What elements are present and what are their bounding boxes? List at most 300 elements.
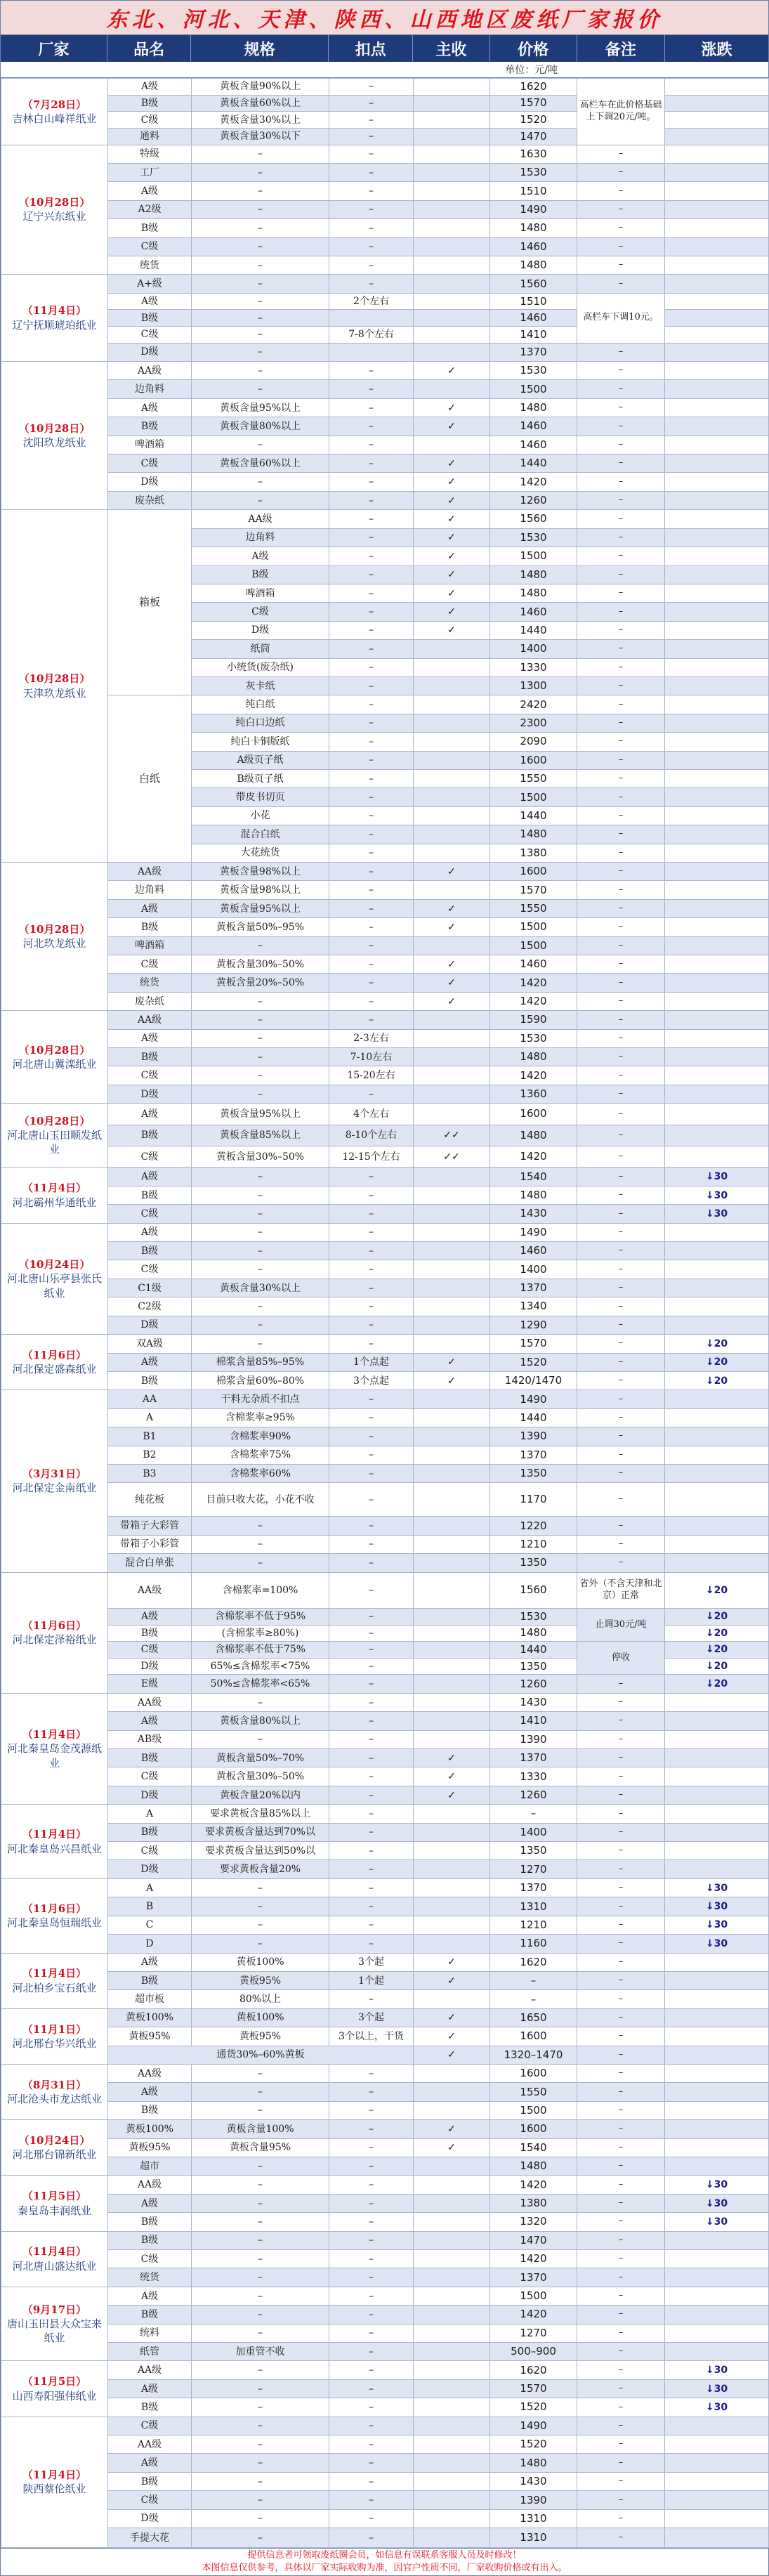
price-cell: 1300 bbox=[490, 676, 577, 695]
main-purchase-mark bbox=[414, 1642, 490, 1659]
factory-cell bbox=[1, 510, 108, 863]
spec-cell: (含棉浆率≥80%) bbox=[192, 1625, 329, 1642]
price-cell: 1430 bbox=[490, 2472, 577, 2490]
change-cell bbox=[665, 528, 769, 547]
product-name: AA级 bbox=[108, 863, 192, 881]
change-cell bbox=[665, 2472, 769, 2490]
price-cell: 1460 bbox=[490, 1242, 577, 1260]
factory-date: （11月6日） bbox=[22, 1348, 87, 1361]
main-purchase-mark: ✓ bbox=[414, 899, 490, 917]
change-cell bbox=[665, 417, 769, 436]
price-cell: 1290 bbox=[490, 1316, 577, 1334]
product-name: 灰卡纸 bbox=[192, 676, 329, 695]
price-cell: 1550 bbox=[490, 769, 577, 787]
spec-cell: – bbox=[192, 2528, 329, 2548]
change-cell bbox=[665, 163, 769, 181]
spec-cell: 黄板95% bbox=[192, 2027, 329, 2046]
product-name: A级 bbox=[108, 1608, 192, 1625]
table-row bbox=[1, 1353, 769, 1371]
change-cell: ↓20 bbox=[665, 1625, 769, 1642]
product-name: 黄板95% bbox=[108, 2027, 192, 2046]
remark-cell: 高栏车在此价格基础上下调20元/吨。 bbox=[577, 79, 665, 145]
table-row bbox=[1, 1805, 769, 1823]
change-cell bbox=[665, 658, 769, 676]
price-cell: 1500 bbox=[490, 2287, 577, 2305]
change-cell bbox=[665, 182, 769, 200]
spec-cell: 加重管不收 bbox=[192, 2343, 329, 2361]
product-name: AA级 bbox=[108, 2436, 192, 2454]
product-name: 带箱子大彩管 bbox=[108, 1517, 192, 1535]
product-name: AB级 bbox=[108, 1730, 192, 1748]
header-main-purchase: 主收 bbox=[413, 35, 489, 62]
remark-cell: – bbox=[577, 1353, 665, 1371]
main-purchase-mark bbox=[414, 2379, 490, 2398]
deduction-cell: – bbox=[329, 1186, 414, 1204]
spec-cell: 含棉浆率不低于95% bbox=[192, 1608, 329, 1625]
price-cell: 1480 bbox=[490, 1625, 577, 1642]
remark-cell: – bbox=[577, 751, 665, 769]
factory-date: （10月28日） bbox=[18, 196, 91, 209]
price-cell: 1560 bbox=[490, 275, 577, 293]
table-row bbox=[1, 2324, 769, 2342]
change-cell bbox=[665, 844, 769, 862]
product-name: AA级 bbox=[108, 2064, 192, 2082]
main-purchase-mark: ✓ bbox=[414, 918, 490, 936]
deduction-cell: – bbox=[329, 1554, 414, 1572]
factory-cell bbox=[1, 1335, 108, 1390]
factory-date: （11月4日） bbox=[22, 1828, 87, 1841]
remark-cell: – bbox=[577, 2046, 665, 2064]
spec-cell: 黄板含量95%以上 bbox=[192, 1104, 329, 1125]
column-header-row bbox=[1, 35, 768, 62]
main-purchase-mark bbox=[414, 2176, 490, 2194]
change-cell bbox=[665, 621, 769, 639]
main-purchase-mark bbox=[414, 936, 490, 955]
deduction-cell: – bbox=[329, 2343, 414, 2361]
deduction-cell: – bbox=[329, 1205, 414, 1223]
price-cell: 1160 bbox=[490, 1935, 577, 1953]
change-cell bbox=[665, 2306, 769, 2324]
change-cell bbox=[665, 751, 769, 769]
price-cell: 1520 bbox=[490, 1353, 577, 1371]
deduction-cell: – bbox=[329, 182, 414, 200]
product-name: C级 bbox=[108, 237, 192, 256]
deduction-cell: – bbox=[329, 2101, 414, 2119]
main-purchase-mark bbox=[414, 237, 490, 256]
product-name: A级 bbox=[108, 79, 192, 96]
deduction-cell: 7-10左右 bbox=[329, 1048, 414, 1066]
remark-cell: – bbox=[577, 2287, 665, 2305]
table-row bbox=[1, 1446, 769, 1464]
deduction-cell: – bbox=[329, 2083, 414, 2101]
change-cell bbox=[665, 275, 769, 293]
price-cell: 1480 bbox=[490, 256, 577, 274]
factory-cell bbox=[1, 145, 108, 275]
product-name: 带箱子小彩管 bbox=[108, 1535, 192, 1553]
remark-cell: – bbox=[577, 1823, 665, 1841]
main-purchase-mark bbox=[414, 1535, 490, 1553]
price-cell: 1570 bbox=[490, 1335, 577, 1353]
main-purchase-mark bbox=[414, 1935, 490, 1953]
main-purchase-mark: ✓ bbox=[414, 491, 490, 509]
price-cell: 1480 bbox=[490, 825, 577, 844]
remark-cell: – bbox=[577, 1048, 665, 1066]
remark-cell: – bbox=[577, 788, 665, 806]
factory-cell bbox=[1, 1878, 108, 1953]
price-cell: 1350 bbox=[490, 1842, 577, 1860]
product-name: 黄板100% bbox=[108, 2008, 192, 2027]
table-row bbox=[1, 1554, 769, 1572]
price-cell: 1420 bbox=[490, 974, 577, 992]
table-row bbox=[1, 1897, 769, 1916]
table-row bbox=[1, 2287, 769, 2305]
product-name: 通货30%–60%黄板 bbox=[108, 2046, 414, 2064]
product-name: B级 bbox=[108, 2398, 192, 2417]
deduction-cell: – bbox=[329, 1572, 414, 1608]
remark-cell: – bbox=[577, 881, 665, 899]
remark-cell: – bbox=[577, 584, 665, 602]
deduction-cell: – bbox=[329, 2176, 414, 2194]
product-name: A级 bbox=[108, 899, 192, 917]
change-cell bbox=[665, 695, 769, 714]
main-purchase-mark bbox=[414, 219, 490, 237]
table-row bbox=[1, 2120, 769, 2138]
deduction-cell: – bbox=[329, 275, 414, 293]
product-name: 啤酒箱 bbox=[192, 584, 329, 602]
price-cell: 1400 bbox=[490, 1260, 577, 1279]
factory-name: 河北保定金南纸业 bbox=[12, 1482, 97, 1495]
table-row bbox=[1, 417, 769, 436]
factory-date: （11月4日） bbox=[22, 1967, 87, 1980]
main-purchase-mark bbox=[414, 1279, 490, 1297]
deduction-cell: – bbox=[329, 806, 414, 825]
main-purchase-mark: ✓ bbox=[414, 362, 490, 380]
deduction-cell: – bbox=[329, 2379, 414, 2398]
price-cell: 1410 bbox=[490, 327, 577, 344]
product-name: 特级 bbox=[108, 145, 192, 163]
factory-name: 河北玖龙纸业 bbox=[22, 937, 86, 950]
spec-cell: 黄板95% bbox=[192, 1971, 329, 1989]
spec-cell: 黄板含量30%以上 bbox=[192, 112, 329, 129]
price-cell: 1330 bbox=[490, 658, 577, 676]
change-cell: ↓20 bbox=[665, 1353, 769, 1371]
table-row bbox=[1, 2436, 769, 2454]
deduction-cell: – bbox=[329, 1786, 414, 1804]
deduction-cell: – bbox=[329, 2157, 414, 2175]
main-purchase-mark bbox=[414, 2268, 490, 2287]
remark-cell: – bbox=[577, 1535, 665, 1553]
table-row bbox=[1, 1953, 769, 1971]
deduction-cell: – bbox=[329, 1085, 414, 1103]
deduction-cell: – bbox=[329, 510, 414, 528]
deduction-cell: – bbox=[329, 1608, 414, 1625]
deduction-cell: – bbox=[329, 695, 414, 714]
factory-date: （10月28日） bbox=[18, 421, 91, 435]
deduction-cell: – bbox=[329, 2306, 414, 2324]
change-cell bbox=[665, 1953, 769, 1971]
table-row bbox=[1, 1186, 769, 1204]
deduction-cell: – bbox=[329, 955, 414, 974]
deduction-cell: – bbox=[329, 1916, 414, 1934]
change-cell bbox=[665, 881, 769, 899]
spec-cell: – bbox=[192, 2324, 329, 2342]
deduction-cell: – bbox=[329, 1297, 414, 1316]
factory-name: 河北邢台华兴纸业 bbox=[12, 2036, 97, 2050]
main-purchase-mark bbox=[414, 881, 490, 899]
table-row bbox=[1, 2194, 769, 2212]
deduction-cell: – bbox=[329, 844, 414, 862]
deduction-cell: – bbox=[329, 2231, 414, 2249]
main-purchase-mark bbox=[414, 695, 490, 714]
table-row bbox=[1, 200, 769, 218]
remark-cell: – bbox=[577, 2194, 665, 2212]
change-cell bbox=[665, 473, 769, 491]
spec-cell: – bbox=[192, 1029, 329, 1047]
remark-cell: – bbox=[577, 1125, 665, 1146]
price-cell: 1510 bbox=[490, 182, 577, 200]
spec-cell: – bbox=[192, 327, 329, 344]
change-cell bbox=[665, 2083, 769, 2101]
price-cell: 1330 bbox=[490, 1767, 577, 1786]
remark-cell: – bbox=[577, 992, 665, 1010]
price-cell: – bbox=[490, 1805, 577, 1823]
spec-cell: 要求黄板含量达到50%以 bbox=[192, 1842, 329, 1860]
remark-cell: – bbox=[577, 1712, 665, 1730]
spec-cell: – bbox=[192, 219, 329, 237]
product-name: 大花统货 bbox=[192, 844, 329, 862]
main-purchase-mark: ✓ bbox=[414, 1371, 490, 1390]
table-row bbox=[1, 510, 769, 528]
spec-cell: – bbox=[192, 436, 329, 454]
remark-cell: – bbox=[577, 2268, 665, 2287]
product-name: 啤酒箱 bbox=[108, 936, 192, 955]
price-cell: 1460 bbox=[490, 436, 577, 454]
change-cell bbox=[665, 1767, 769, 1786]
remark-cell: – bbox=[577, 1029, 665, 1047]
price-cell: 1310 bbox=[490, 1897, 577, 1916]
product-name: 混合白纸 bbox=[192, 825, 329, 844]
factory-name: 辽宁抚顺琥珀纸业 bbox=[12, 318, 97, 332]
deduction-cell: – bbox=[329, 256, 414, 274]
change-cell bbox=[665, 219, 769, 237]
main-purchase-mark bbox=[414, 658, 490, 676]
main-purchase-mark bbox=[414, 1897, 490, 1916]
main-purchase-mark bbox=[414, 2287, 490, 2305]
spec-cell: 含棉浆率75% bbox=[192, 1446, 329, 1464]
deduction-cell: 3个起 bbox=[329, 1953, 414, 1971]
table-row bbox=[1, 2491, 769, 2509]
main-purchase-mark bbox=[414, 436, 490, 454]
deduction-cell: – bbox=[329, 1842, 414, 1860]
table-row bbox=[1, 293, 769, 310]
product-name: A级 bbox=[108, 293, 192, 310]
factory-name: 吉林白山峰祥纸业 bbox=[12, 112, 97, 125]
product-name: B级 bbox=[108, 1971, 192, 1989]
product-name: A级 bbox=[108, 2287, 192, 2305]
price-cell: 1310 bbox=[490, 2528, 577, 2548]
deduction-cell: – bbox=[329, 2324, 414, 2342]
spec-cell: – bbox=[192, 2101, 329, 2119]
table-row bbox=[1, 2157, 769, 2175]
main-purchase-mark bbox=[414, 145, 490, 163]
product-name: 纯白卡铜版纸 bbox=[192, 733, 329, 751]
remark-cell: – bbox=[577, 2324, 665, 2342]
table-row bbox=[1, 145, 769, 163]
product-name: 纸管 bbox=[108, 2343, 192, 2361]
spec-cell: – bbox=[192, 2250, 329, 2268]
price-cell: 1420 bbox=[490, 2176, 577, 2194]
remark-cell: 停收 bbox=[577, 1642, 665, 1675]
product-name: A级 bbox=[108, 1953, 192, 1971]
table-row bbox=[1, 1011, 769, 1029]
footer-line-1: 提供信息者可领取废纸圈会员，如信息有误联系客服人员及时修改！ bbox=[247, 2550, 522, 2561]
factory-name: 唐山玉田县大众宝来纸业 bbox=[6, 2317, 102, 2345]
deduction-cell: – bbox=[329, 918, 414, 936]
product-name: B级 bbox=[108, 2472, 192, 2490]
deduction-cell: – bbox=[329, 863, 414, 881]
deduction-cell: – bbox=[329, 1390, 414, 1408]
spec-cell: – bbox=[192, 1535, 329, 1553]
change-cell bbox=[665, 1223, 769, 1241]
deduction-cell: – bbox=[329, 2138, 414, 2157]
remark-cell: – bbox=[577, 2231, 665, 2249]
product-name: 边角料 bbox=[108, 881, 192, 899]
product-name: B级 bbox=[108, 1823, 192, 1841]
deduction-cell: – bbox=[329, 1767, 414, 1786]
remark-cell: – bbox=[577, 1242, 665, 1260]
price-cell: 2420 bbox=[490, 695, 577, 714]
table-row bbox=[1, 491, 769, 509]
deduction-cell: – bbox=[329, 547, 414, 565]
change-cell bbox=[665, 2268, 769, 2287]
spec-cell: – bbox=[192, 1168, 329, 1186]
product-name: E级 bbox=[108, 1675, 192, 1693]
remark-cell: – bbox=[577, 473, 665, 491]
table-row bbox=[1, 343, 769, 361]
deduction-cell: – bbox=[329, 676, 414, 695]
table-row bbox=[1, 2250, 769, 2268]
change-cell bbox=[665, 2008, 769, 2027]
change-cell bbox=[665, 1446, 769, 1464]
factory-date: （11月4日） bbox=[22, 2469, 87, 2482]
main-purchase-mark bbox=[414, 1464, 490, 1482]
header-change: 涨跌 bbox=[701, 40, 732, 59]
table-row bbox=[1, 182, 769, 200]
factory-date: （10月28日） bbox=[18, 672, 91, 686]
main-purchase-mark bbox=[414, 844, 490, 862]
deduction-cell: – bbox=[329, 417, 414, 436]
spec-cell: 黄板含量80%以上 bbox=[192, 417, 329, 436]
price-cell: 1620 bbox=[490, 2361, 577, 2379]
main-purchase-mark bbox=[414, 1990, 490, 2008]
remark-cell: 省外（不含天津和北京）正常 bbox=[577, 1572, 665, 1608]
deduction-cell: 12-15个左右 bbox=[329, 1146, 414, 1168]
spec-cell: – bbox=[192, 275, 329, 293]
table-row bbox=[1, 1693, 769, 1711]
product-name: D级 bbox=[108, 343, 192, 361]
deduction-cell: – bbox=[329, 200, 414, 218]
main-purchase-mark bbox=[414, 1608, 490, 1625]
change-cell bbox=[665, 1517, 769, 1535]
change-cell bbox=[665, 1125, 769, 1146]
product-name: 通料 bbox=[108, 128, 192, 145]
table-row bbox=[1, 398, 769, 417]
factory-name: 山西寿阳强伟纸业 bbox=[12, 2389, 97, 2402]
table-row bbox=[1, 2213, 769, 2231]
main-purchase-mark bbox=[414, 1675, 490, 1693]
factory-cell bbox=[1, 2417, 108, 2547]
change-cell bbox=[665, 1085, 769, 1103]
remark-cell: – bbox=[577, 1483, 665, 1517]
price-cell: 1440 bbox=[490, 806, 577, 825]
page-title: 东北、河北、天津、陕西、山西地区废纸厂家报价 bbox=[1, 1, 768, 35]
remark-cell: – bbox=[577, 1335, 665, 1353]
factory-cell bbox=[1, 2287, 108, 2361]
spec-cell: – bbox=[192, 1260, 329, 1279]
change-cell bbox=[665, 1260, 769, 1279]
product-name: 混合白单张 bbox=[108, 1554, 192, 1572]
spec-cell: – bbox=[192, 1730, 329, 1748]
change-cell: ↓30 bbox=[665, 2361, 769, 2379]
main-purchase-mark: ✓ bbox=[414, 417, 490, 436]
change-cell: ↓20 bbox=[665, 1642, 769, 1659]
change-cell bbox=[665, 1786, 769, 1804]
main-purchase-mark bbox=[414, 343, 490, 361]
table-row bbox=[1, 2138, 769, 2157]
main-purchase-mark: ✓ bbox=[414, 1353, 490, 1371]
header-price: 价格 bbox=[490, 35, 577, 62]
deduction-cell: – bbox=[329, 769, 414, 787]
price-cell: 1170 bbox=[490, 1483, 577, 1517]
remark-cell: – bbox=[577, 2064, 665, 2082]
main-purchase-mark bbox=[414, 1260, 490, 1279]
deduction-cell: 1个点起 bbox=[329, 1353, 414, 1371]
spec-cell: – bbox=[192, 1897, 329, 1916]
spec-cell: – bbox=[192, 2083, 329, 2101]
price-cell: 1340 bbox=[490, 1297, 577, 1316]
factory-date: （10月24日） bbox=[18, 2134, 91, 2147]
price-cell: 1550 bbox=[490, 899, 577, 917]
main-purchase-mark: ✓ bbox=[414, 955, 490, 974]
product-name: 黄板95% bbox=[108, 2138, 192, 2157]
spec-cell: – bbox=[192, 2472, 329, 2490]
table-row bbox=[1, 695, 769, 714]
change-cell: ↓30 bbox=[665, 1205, 769, 1223]
deduction-cell: – bbox=[329, 825, 414, 844]
change-cell bbox=[665, 2138, 769, 2157]
spec-cell: 黄板含量60%以上 bbox=[192, 95, 329, 112]
remark-cell: – bbox=[577, 974, 665, 992]
spec-cell: 目前只收大花，小花不收 bbox=[192, 1483, 329, 1517]
factory-date: （10月28日） bbox=[18, 1114, 91, 1127]
product-name: B级 bbox=[108, 1371, 192, 1390]
factory-date: （10月24日） bbox=[18, 1258, 91, 1271]
factory-name: 河北沧头市龙达纸业 bbox=[6, 2093, 102, 2106]
factory-name: 天津玖龙纸业 bbox=[22, 686, 86, 700]
product-name: D级 bbox=[108, 2509, 192, 2528]
table-row bbox=[1, 2398, 769, 2417]
price-cell: 1370 bbox=[490, 1279, 577, 1297]
price-cell: 1470 bbox=[490, 128, 577, 145]
spec-cell: – bbox=[192, 2287, 329, 2305]
main-purchase-mark bbox=[414, 1168, 490, 1186]
remark-cell: – bbox=[577, 1205, 665, 1223]
remark-cell: – bbox=[577, 1730, 665, 1748]
remark-cell: – bbox=[577, 2472, 665, 2490]
deduction-cell: – bbox=[329, 380, 414, 398]
spec-cell: – bbox=[192, 2213, 329, 2231]
factory-date: （11月6日） bbox=[22, 1902, 87, 1915]
